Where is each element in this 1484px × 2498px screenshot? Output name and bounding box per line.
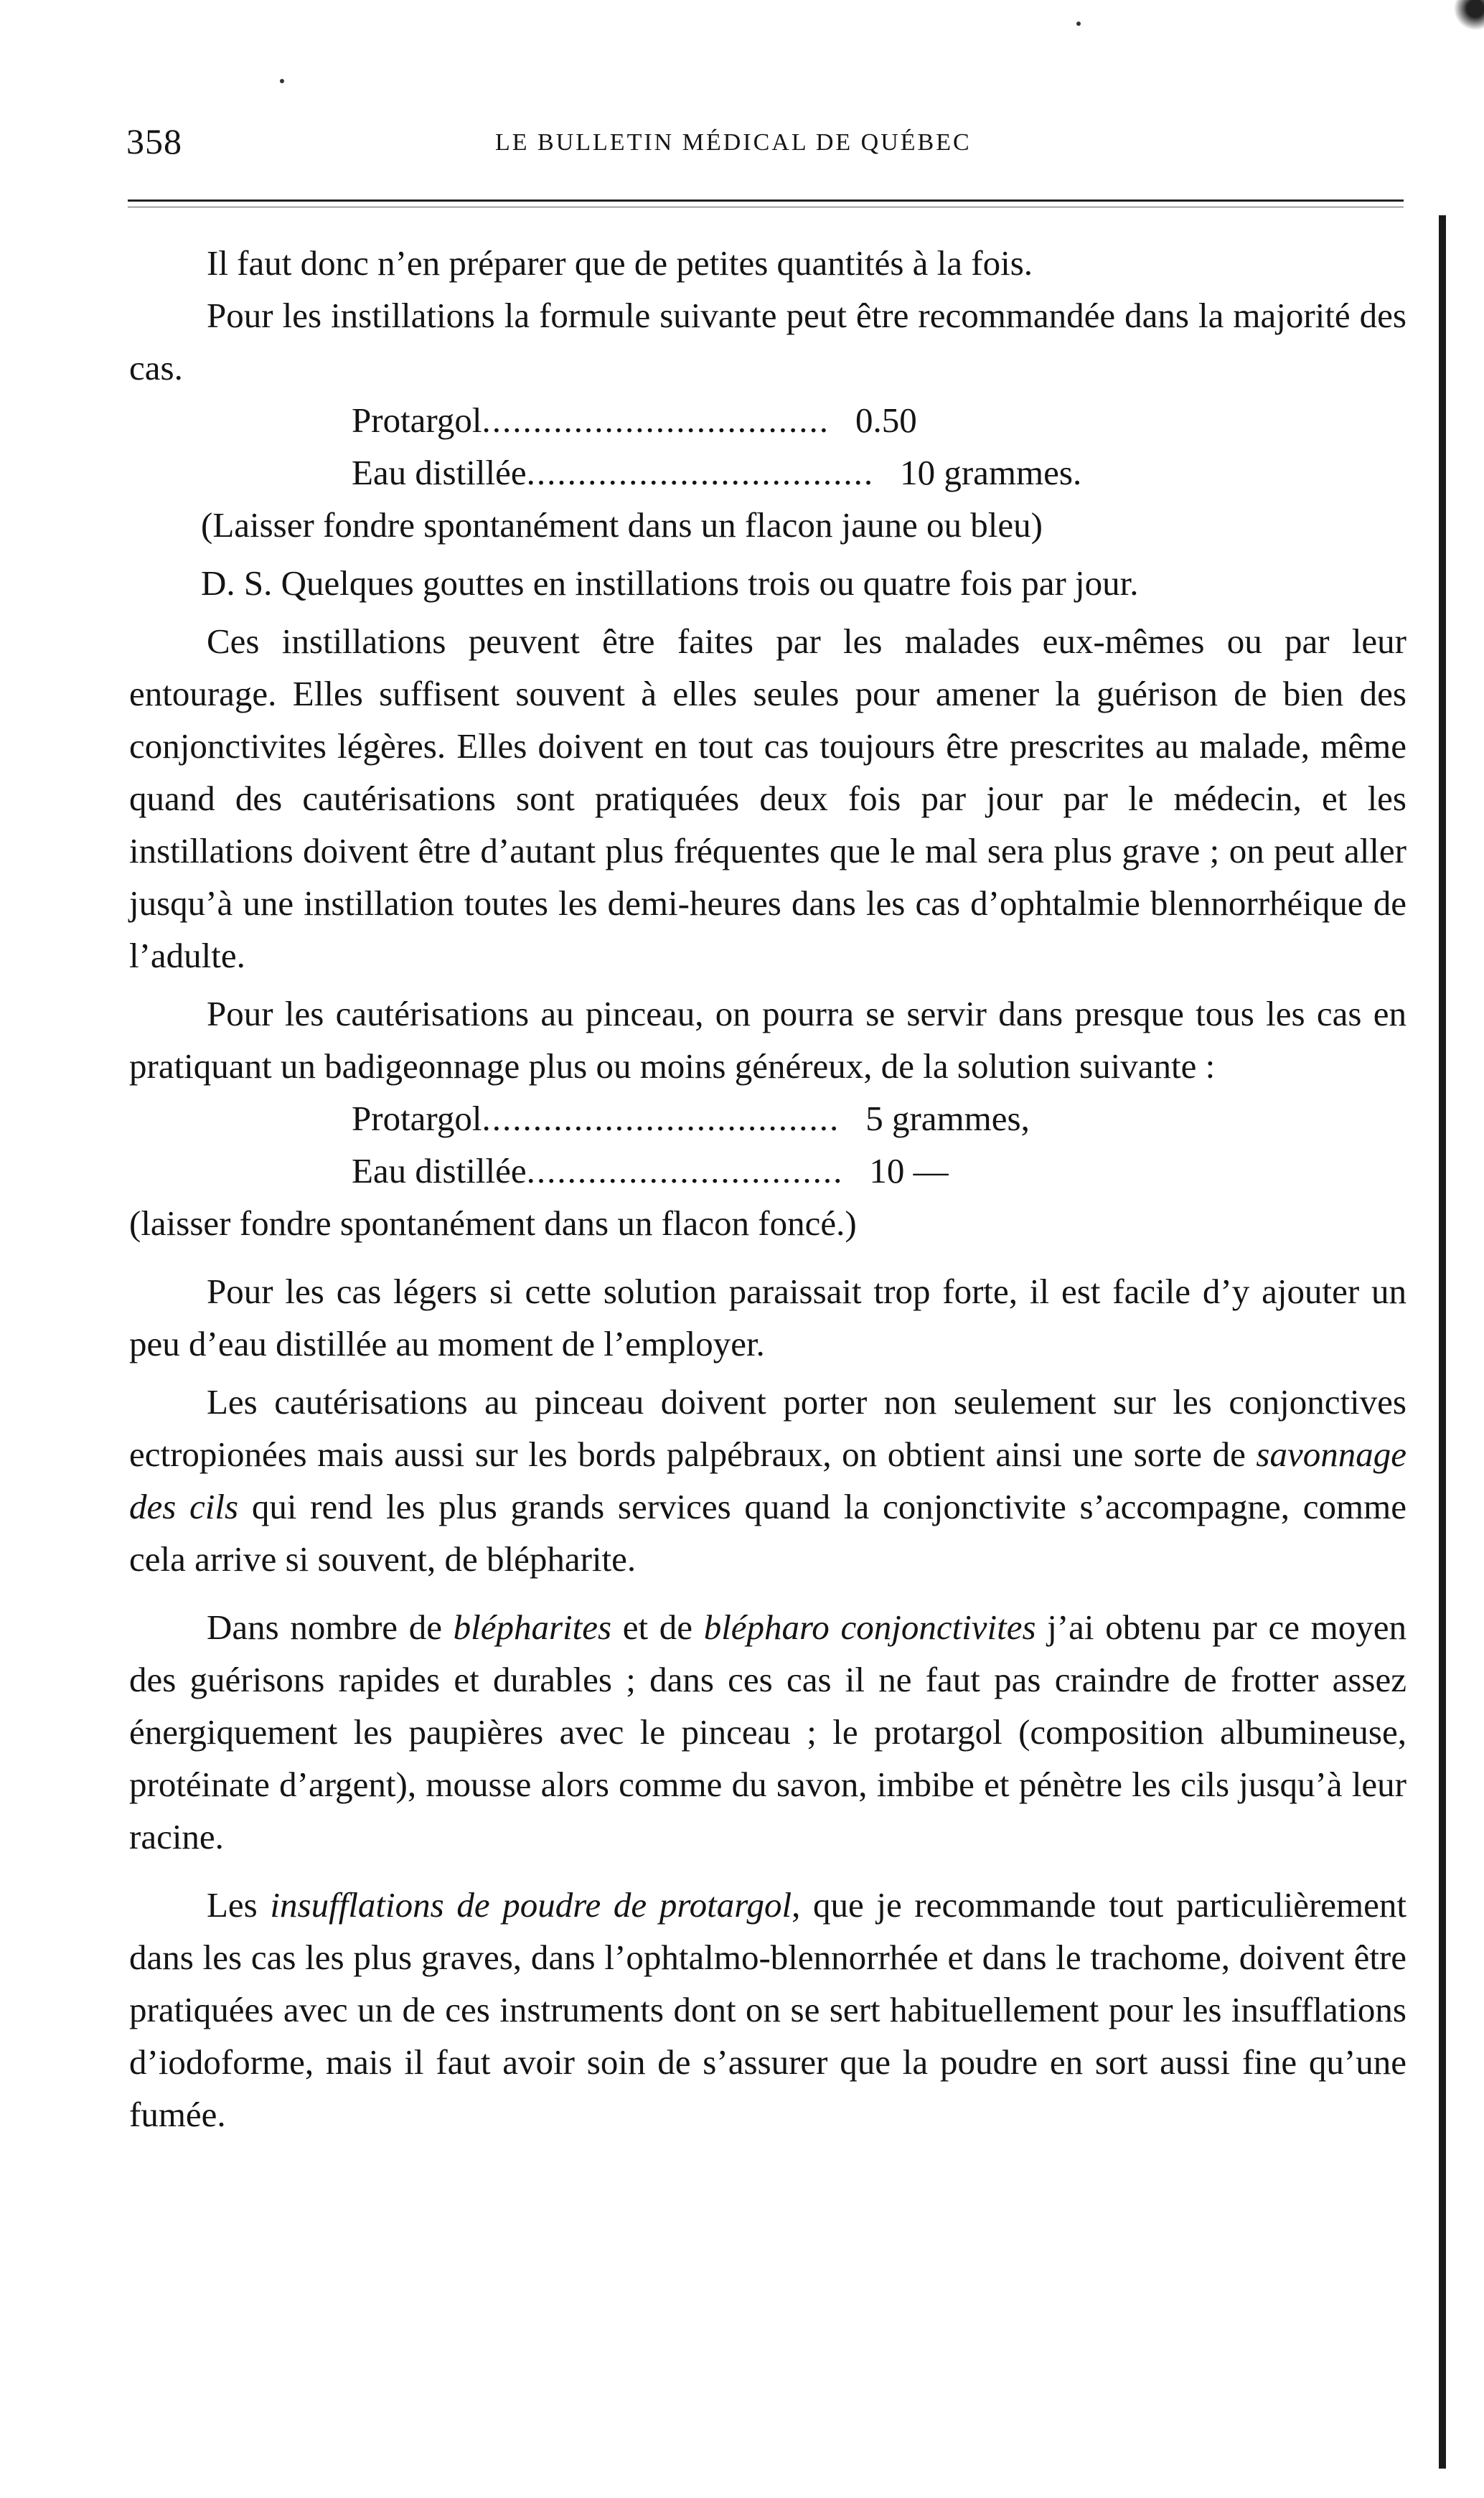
formula-row: [352, 394, 1356, 446]
ingredient-name: Eau distillée: [352, 1151, 527, 1191]
page-header: [122, 121, 1406, 164]
paragraph-text: j’ai obtenu par ce moyen des guérisons rapides et durables ; dans ces cas il ne faut pas craindre de frotter assez énergiquement les paupières avec le pinceau ; le protargol (composition albumineuse, protéinate d’argent), mousse alors comme du savon, imbibe et pénètre les cils jusqu’à leur racine.: [129, 1607, 1406, 1856]
leader-dots: ..................................: [526, 453, 875, 492]
ingredient-quantity: 10 grammes.: [900, 453, 1082, 492]
paragraph-text: Les: [207, 1885, 271, 1925]
corner-scan-mark: [1441, 0, 1484, 43]
italic-term: insufflations de poudre de protargol: [270, 1885, 792, 1925]
ingredient-quantity: 5 grammes,: [865, 1099, 1030, 1138]
scan-speck: [1076, 22, 1081, 26]
paragraph-text: qui rend les plus grands services quand la conjonctivite s’accompagne, comme cela arrive si souvent, de blépharite.: [129, 1487, 1406, 1579]
scan-speck: [280, 79, 284, 83]
formula-note: (Laisser fondre spontanément dans un flacon jaune ou bleu): [201, 505, 1043, 545]
ingredient-quantity: 0.50: [855, 400, 917, 440]
paragraph: [129, 1879, 1406, 2141]
paragraph-text: , que je recommande tout particulièrement dans les cas les plus graves, dans l’ophtalmo-blennorrhée et dans le trachome, doivent être pratiquées avec un de ces instruments dont on se sert habituellement pour les insufflations d’iodoforme, mais il faut avoir soin de s’assurer que la poudre en sort aussi fine qu’une fumée.: [129, 1885, 1407, 2134]
dosage-instruction: D. S. Quelques gouttes en instillations trois ou quatre fois par jour.: [201, 563, 1139, 603]
formula-row: [352, 446, 1356, 499]
paragraph: Ces instillations peuvent être faites par les malades eux-mêmes ou par leur entourage. Elles suffisent souvent à elles seules pour amener la guérison de bien des conjonctivites légères. Elles doivent en tout cas toujours être prescrites au malade, même quand des cautérisations sont pratiquées deux fois par jour par le médecin, et les instillations doivent être d’autant plus fréquentes que le mal sera plus grave ; on peut aller jusqu’à une instillation toutes les demi-heures dans les cas d’ophtalmie blennorrhéique de l’adulte.: [129, 621, 1406, 975]
formula-row: [352, 1092, 1356, 1145]
ingredient-name: Protargol: [352, 1099, 482, 1138]
formula-note: (laisser fondre spontanément dans un flacon foncé.): [129, 1203, 857, 1243]
leader-dots: ...................................: [482, 1099, 840, 1138]
formula-instillation: [352, 394, 1356, 499]
leader-dots: ..................................: [482, 400, 830, 440]
formula-cauterisation: [352, 1092, 1356, 1197]
paragraph: Pour les cautérisations au pinceau, on pourra se servir dans presque tous les cas en pratiquant un badigeonnage plus ou moins généreux, de la solution suivante :: [129, 994, 1406, 1086]
body-text: [129, 237, 1406, 2141]
page-number: 358: [126, 121, 182, 161]
paragraph: [129, 1601, 1406, 1863]
italic-term: blépharites: [453, 1607, 612, 1647]
paragraph: Pour les cas légers si cette solution paraissait trop forte, il est facile d’y ajouter un peu d’eau distillée au moment de l’employer.: [129, 1272, 1406, 1363]
paragraph: Pour les instillations la formule suivante peut être recommandée dans la majorité des cas.: [129, 296, 1406, 388]
ingredient-quantity: 10 —: [869, 1151, 949, 1191]
formula-row: [352, 1145, 1356, 1197]
ingredient-name: Eau distillée: [352, 453, 527, 492]
paragraph-text: Dans nombre de: [207, 1607, 454, 1647]
paragraph-text: Les cautérisations au pinceau doivent porter non seulement sur les conjonctives ectropionées mais aussi sur les bords palpébraux, on obtient ainsi une sorte de: [129, 1382, 1406, 1474]
ingredient-name: Protargol: [352, 400, 482, 440]
paragraph: Il faut donc n’en préparer que de petites quantités à la fois.: [207, 243, 1033, 283]
italic-term: savonnage des cils: [129, 1435, 1406, 1526]
header-rule: [128, 199, 1404, 202]
paragraph: [129, 1376, 1406, 1585]
paragraph-text: et de: [611, 1607, 704, 1647]
running-title: LE BULLETIN MÉDICAL DE QUÉBEC: [495, 129, 972, 156]
leader-dots: ...............................: [526, 1151, 844, 1191]
italic-term: blépharo conjonctivites: [703, 1607, 1036, 1647]
page-spine-shadow: [1439, 215, 1446, 2469]
